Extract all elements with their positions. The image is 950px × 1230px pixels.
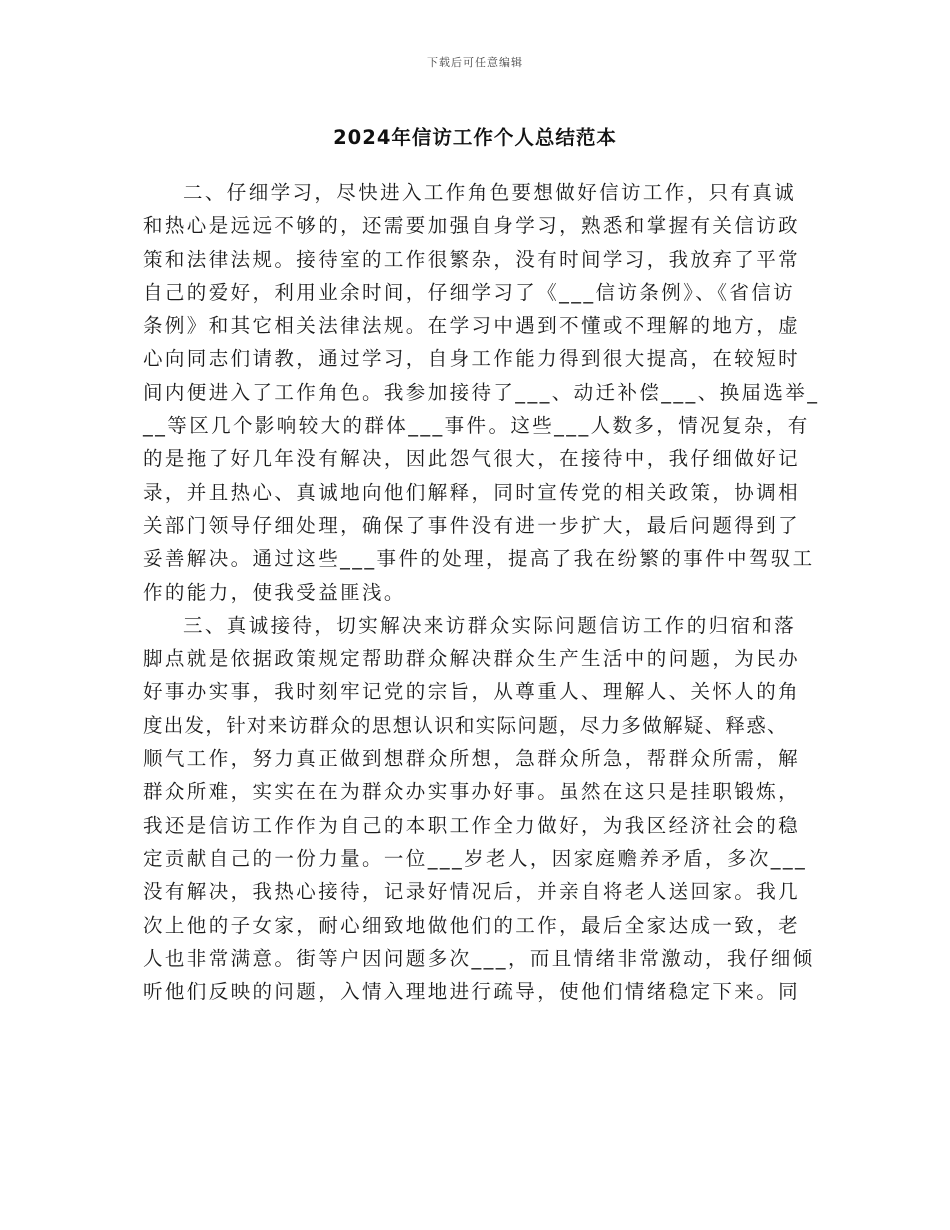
paragraph-line: 听他们反映的问题，入情入理地进行疏导，使他们情绪稳定下来。同	[143, 980, 801, 1004]
paragraph-line: 我还是信访工作作为自己的本职工作全力做好，为我区经济社会的稳	[143, 813, 801, 837]
paragraph-line: 间内便进入了工作角色。我参加接待了___、动迁补偿___、换届选举_	[143, 380, 820, 404]
paragraph-line: __等区几个影响较大的群体___事件。这些___人数多，情况复杂，有	[143, 414, 810, 438]
paragraph-line: 心向同志们请教，通过学习，自身工作能力得到很大提高，在较短时	[143, 347, 801, 371]
paragraph-line: 妥善解决。通过这些___事件的处理，提高了我在纷繁的事件中驾驭工	[143, 547, 815, 571]
paragraph-line: 定贡献自己的一份力量。一位___岁老人，因家庭赡养矛盾，多次___	[143, 846, 808, 870]
paragraph-line: 自己的爱好，利用业余时间，仔细学习了《___信访条例》、《省信访	[143, 280, 796, 304]
paragraph-line: 脚点就是依据政策规定帮助群众解决群众生产生活中的问题，为民办	[143, 647, 801, 671]
paragraph-line: 群众所难，实实在在为群众办实事办好事。虽然在这只是挂职锻炼，	[143, 780, 801, 804]
paragraph-line: 度出发，针对来访群众的思想认识和实际问题，尽力多做解疑、释惑、	[143, 713, 788, 737]
paragraph-line: 好事办实事，我时刻牢记党的宗旨，从尊重人、理解人、关怀人的角	[143, 680, 801, 704]
document-body	[143, 176, 843, 1008]
header-note: 下载后可任意编辑	[427, 56, 523, 69]
paragraph-line: 次上他的子女家，耐心细致地做他们的工作，最后全家达成一致，老	[143, 913, 801, 937]
paragraph-line: 条例》和其它相关法律法规。在学习中遇到不懂或不理解的地方，虚	[143, 314, 801, 338]
paragraph-line: 作的能力，使我受益匪浅。	[143, 580, 406, 604]
paragraph-line: 顺气工作，努力真正做到想群众所想，急群众所急，帮群众所需，解	[143, 747, 801, 771]
paragraph-line: 的是拖了好几年没有解决，因此怨气很大，在接待中，我仔细做好记	[143, 447, 801, 471]
paragraph-line: 和热心是远远不够的，还需要加强自身学习，熟悉和掌握有关信访政	[143, 214, 801, 238]
paragraph-line: 录，并且热心、真诚地向他们解释，同时宣传党的相关政策，协调相	[143, 480, 801, 504]
paragraph-line: 人也非常满意。街等户因问题多次___，而且情绪非常激动，我仔细倾	[143, 946, 815, 970]
paragraph-line: 关部门领导仔细处理，确保了事件没有进一步扩大，最后问题得到了	[143, 513, 801, 537]
paragraph-line: 没有解决，我热心接待，记录好情况后，并亲自将老人送回家。我几	[143, 880, 801, 904]
paragraph-line: 策和法律法规。接待室的工作很繁杂，没有时间学习，我放弃了平常	[143, 247, 801, 271]
document-title: 2024年信访工作个人总结范本	[333, 126, 617, 149]
paragraph-line: 三、真诚接待，切实解决来访群众实际问题信访工作的归宿和落	[183, 613, 797, 637]
paragraph-line: 二、仔细学习，尽快进入工作角色要想做好信访工作，只有真诚	[183, 181, 797, 204]
